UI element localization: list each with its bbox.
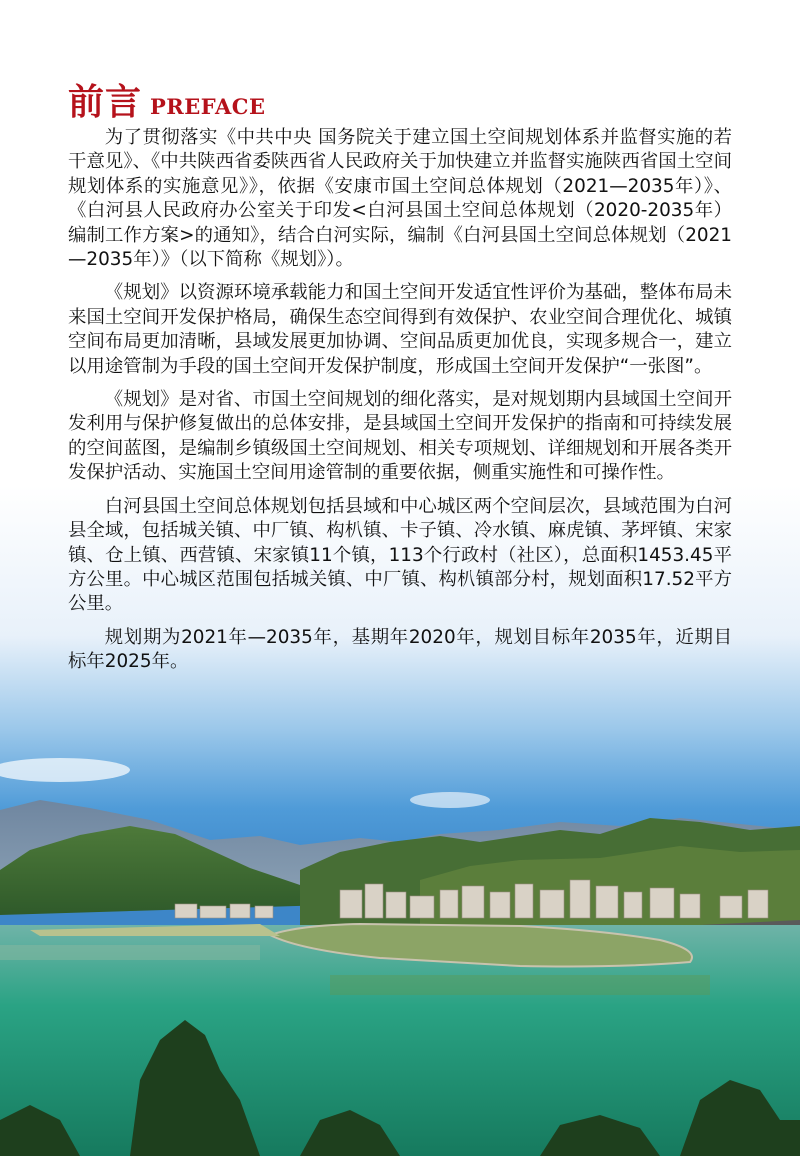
paragraph: 为了贯彻落实《中共中央 国务院关于建立国土空间规划体系并监督实施的若干意见》、《中共陕西省委陕西省人民政府关于加快建立并监督实施陕西省国土空间规划体系的实施意见》》，依据《安康市国土空间总体规划（2021—2035年）》、《白河县人民政府办公室关于印发<白河县国土空间总体规划（2020-2035年）编制工作方案>的通知》，结合白河实际，编制《白河县国土空间总体规划（2021—2035年）》（以下简称《规划》）。	[68, 127, 732, 271]
preface-body	[68, 126, 732, 684]
title-chinese: 前言	[68, 82, 143, 123]
paragraph: 规划期为2021年—2035年，基期年2020年，规划目标年2035年，近期目标年2025年。	[68, 626, 732, 673]
page-title	[68, 74, 265, 125]
title-english: PREFACE	[150, 94, 266, 119]
paragraph: 《规划》是对省、市国土空间规划的细化落实，是对规划期内县域国土空间开发利用与保护修复做出的总体安排，是县域国土空间开发保护的指南和可持续发展的空间蓝图，是编制乡镇级国土空间规划、相关专项规划、详细规划和开展各类开发保护活动、实施国土空间用途管制的重要依据，侧重实施性和可操作性。	[68, 389, 732, 484]
paragraph: 白河县国土空间总体规划包括县域和中心城区两个空间层次，县域范围为白河县全域，包括城关镇、中厂镇、构朳镇、卡子镇、冷水镇、麻虎镇、茅坪镇、宋家镇、仓上镇、西营镇、宋家镇11个镇，113个行政村（社区），总面积1453.45平方公里。中心城区范围包括城关镇、中厂镇、构朳镇部分村，规划面积17.52平方公里。	[68, 495, 732, 615]
paragraph: 《规划》以资源环境承载能力和国土空间开发适宜性评价为基础，整体布局未来国土空间开发保护格局，确保生态空间得到有效保护、农业空间合理优化、城镇空间布局更加清晰，县域发展更加协调、空间品质更加优良，实现多规合一，建立以用途管制为手段的国土空间开发保护制度，形成国土空间开发保护“一张图”。	[68, 282, 732, 377]
